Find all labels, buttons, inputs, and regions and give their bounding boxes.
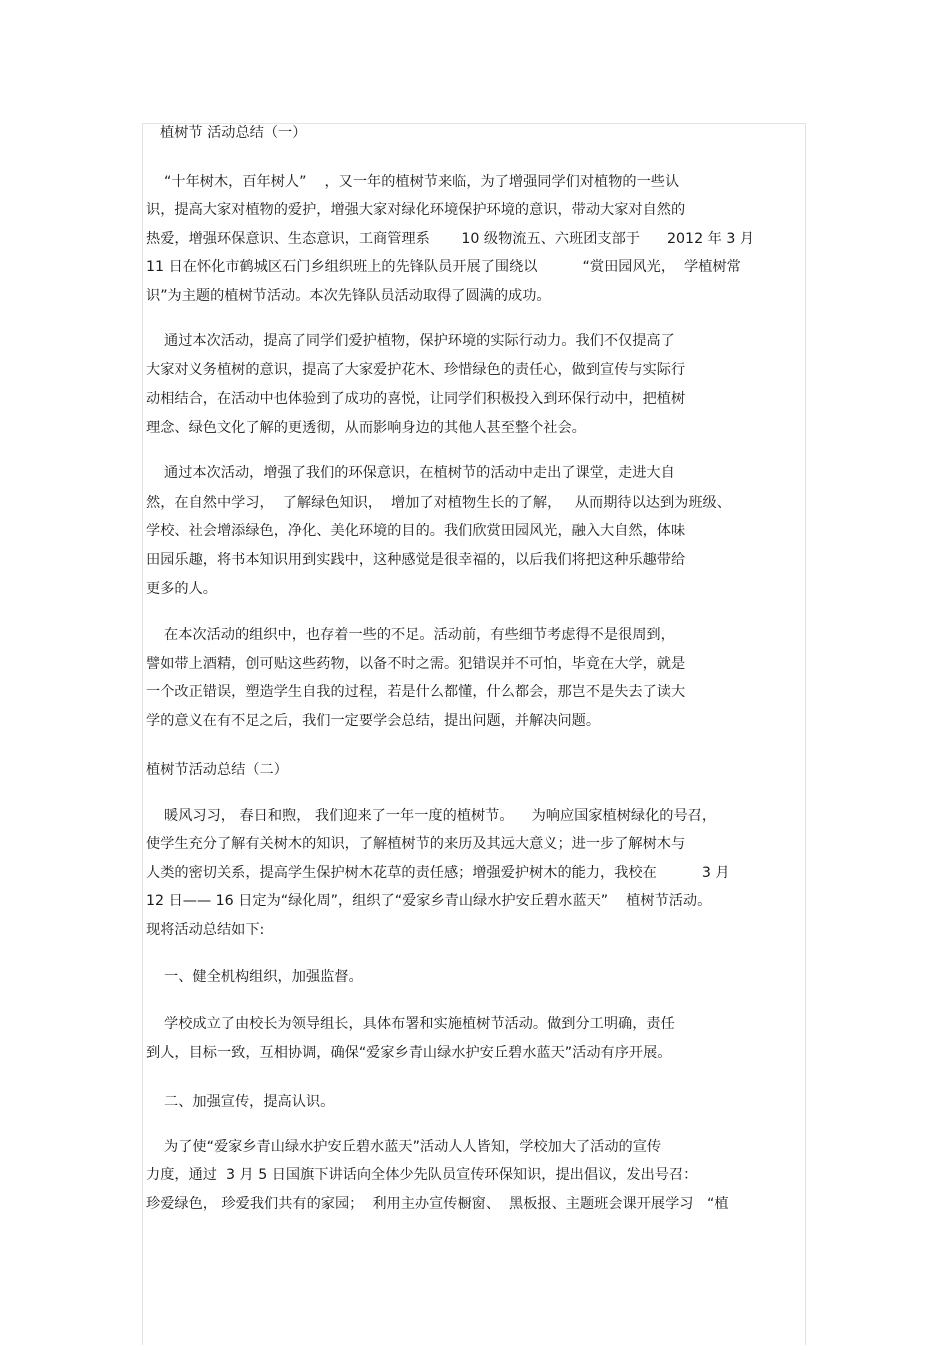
paragraph-line: 学的意义在有不足之后，我们一定要学会总结，提出问题，并解决问题。	[146, 713, 601, 729]
paragraph-line: 人类的密切关系，提高学生保护树木花草的责任感；增强爱护树木的能力，我校在 3 月	[146, 865, 730, 881]
paragraph-line: 通过本次活动，提高了同学们爱护植物，保护环境的实际行动力。我们不仅提高了	[146, 333, 675, 349]
paragraph-line: “十年树木，百年树人” ，又一年的植树节来临，为了增强同学们对植物的一些认	[146, 174, 680, 190]
section-1-title: 植树节 活动总结（一）	[160, 125, 307, 141]
paragraph-line: 珍爱绿色， 珍爱我们共有的家园； 利用主办宣传橱窗、 黑板报、主题班会课开展学习 “植	[146, 1196, 729, 1212]
paragraph-line: 暖风习习， 春日和煦， 我们迎来了一年一度的植树节。 为响应国家植树绿化的号召，	[146, 808, 717, 824]
paragraph-line: 识，提高大家对植物的爱护，增强大家对绿化环境保护环境的意识，带动大家对自然的	[146, 202, 686, 218]
paragraph-line: 理念、绿色文化了解的更透彻，从而影响身边的其他人甚至整个社会。	[146, 420, 586, 436]
subheading: 二、加强宣传，提高认识。	[146, 1094, 335, 1110]
paragraph-line: 12 日—— 16 日定为“绿化周”，组织了“爱家乡青山绿水护安丘碧水蓝天” 植树节活动。	[146, 893, 712, 909]
paragraph-line: 现将活动总结如下:	[146, 922, 265, 938]
paragraph-line: 到人，目标一致，互相协调，确保“爱家乡青山绿水护安丘碧水蓝天”活动有序开展。	[146, 1045, 672, 1061]
paragraph-line: 为了使“爱家乡青山绿水护安丘碧水蓝天”活动人人皆知，学校加大了活动的宣传	[146, 1139, 662, 1155]
paragraph-line: 识”为主题的植树节活动。本次先锋队员活动取得了圆满的成功。	[146, 288, 551, 304]
paragraph-line: 在本次活动的组织中，也存着一些的不足。活动前，有些细节考虑得不是很周到，	[146, 627, 675, 643]
paragraph-line: 一个改正错误，塑造学生自我的过程，若是什么都懂，什么都会，那岂不是失去了读大	[146, 684, 686, 700]
subheading: 一、健全机构组织，加强监督。	[146, 969, 363, 985]
paragraph-line: 田园乐趣，将书本知识用到实践中，这种感觉是很幸福的，以后我们将把这种乐趣带给	[146, 552, 686, 568]
paragraph-line: 热爱，增强环保意识、生态意识，工商管理系 10 级物流五、六班团支部于 2012 年 3 月	[146, 231, 755, 247]
paragraph-line: 学校成立了由校长为领导组长，具体布署和实施植树节活动。做到分工明确，责任	[146, 1016, 675, 1032]
paragraph-line: 学校、社会增添绿色，净化、美化环境的目的。我们欣赏田园风光，融入大自然，体味	[146, 523, 686, 539]
paragraph-line: 譬如带上酒精，创可贴这些药物，以备不时之需。犯错误并不可怕，毕竟在大学，就是	[146, 656, 686, 672]
paragraph-line: 使学生充分了解有关树木的知识，了解植树节的来历及其远大意义；进一步了解树木与	[146, 836, 686, 852]
page-frame	[142, 123, 806, 1345]
paragraph-line: 11 日在怀化市鹤城区石门乡组织班上的先锋队员开展了围绕以 “赏田园风光， 学植树常	[146, 259, 741, 275]
section-2-title: 植树节活动总结（二）	[146, 762, 288, 778]
paragraph-line: 更多的人。	[146, 581, 217, 597]
paragraph-line: 力度，通过 3 月 5 日国旗下讲话向全体少先队员宣传环保知识，提出倡议，发出号召：	[146, 1167, 698, 1183]
paragraph-line: 动相结合，在活动中也体验到了成功的喜悦，让同学们积极投入到环保行动中，把植树	[146, 391, 686, 407]
paragraph-line: 通过本次活动，增强了我们的环保意识，在植树节的活动中走出了课堂，走进大自	[146, 465, 675, 481]
paragraph-line: 大家对义务植树的意识，提高了大家爱护花木、珍惜绿色的责任心，做到宣传与实际行	[146, 362, 686, 378]
paragraph-line: 然，在自然中学习， 了解绿色知识， 增加了对植物生长的了解， 从而期待以达到为班级、	[146, 495, 731, 511]
